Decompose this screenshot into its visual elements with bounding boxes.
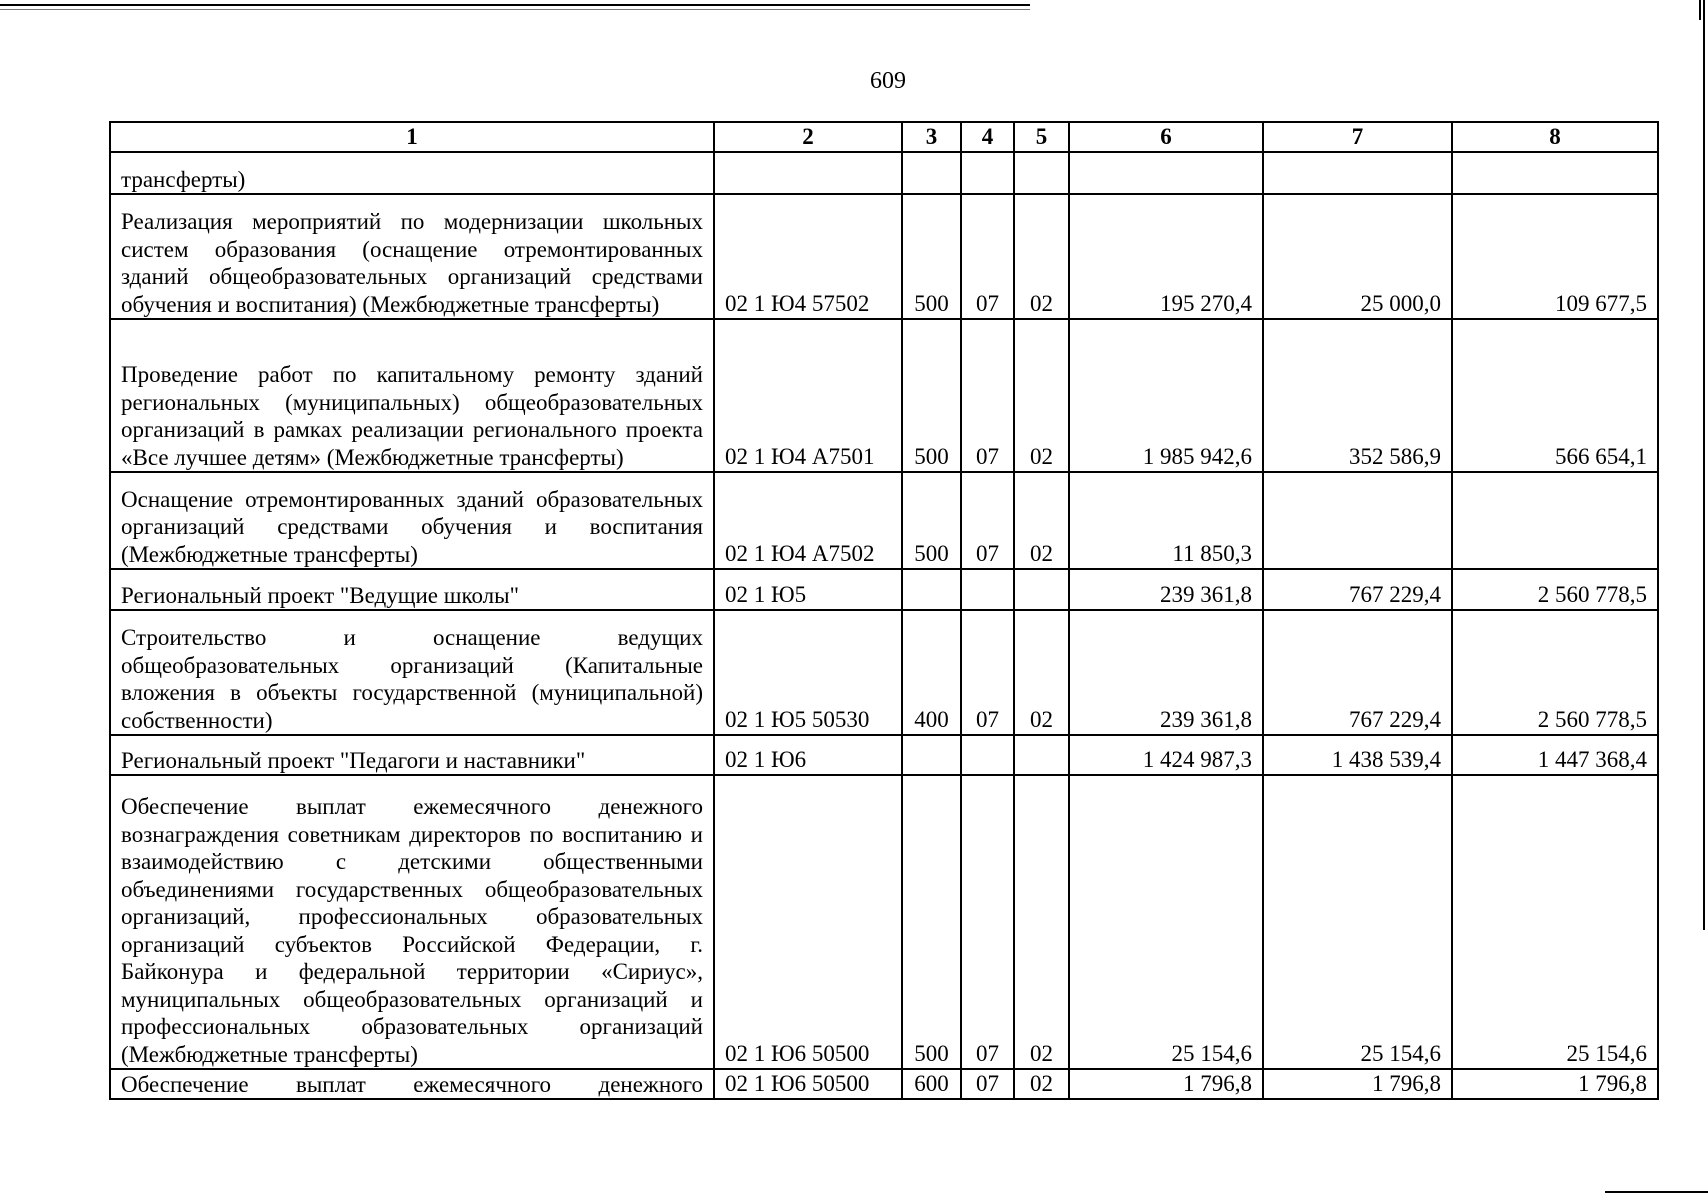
row-description: Строительство и оснащение ведущих общеобразовательных организаций (Капитальные вложения в объекты государственной (муниципальной) собственности) — [110, 610, 714, 735]
row-target-code: 02 1 Ю4 А7502 — [714, 472, 902, 569]
column-header-8: 8 — [1452, 122, 1658, 152]
scan-edge-right-short — [1699, 0, 1701, 20]
table-row — [110, 472, 1658, 569]
row-amount-col7: 352 586,9 — [1263, 319, 1452, 472]
row-target-code: 02 1 Ю6 50500 — [714, 1069, 902, 1099]
row-expense-type — [902, 735, 961, 775]
row-amount-col7 — [1263, 472, 1452, 569]
table-row — [110, 319, 1658, 472]
row-section: 07 — [961, 1069, 1014, 1099]
row-description: Реализация мероприятий по модернизации школьных систем образования (оснащение отремонтированных зданий общеобразовательных организаций средствами обучения и воспитания) (Межбюджетные трансферты) — [110, 194, 714, 319]
table-row — [110, 775, 1658, 1069]
row-expense-type: 400 — [902, 610, 961, 735]
row-amount-col8: 109 677,5 — [1452, 194, 1658, 319]
column-header-3: 3 — [902, 122, 961, 152]
row-target-code — [714, 152, 902, 194]
row-subsection: 02 — [1014, 472, 1069, 569]
row-expense-type — [902, 152, 961, 194]
row-subsection — [1014, 569, 1069, 610]
scan-edge-top — [0, 4, 1030, 6]
row-amount-col6: 195 270,4 — [1069, 194, 1263, 319]
scan-edge-bottom — [1605, 1191, 1708, 1193]
column-header-1: 1 — [110, 122, 714, 152]
column-header-6: 6 — [1069, 122, 1263, 152]
page-number: 609 — [870, 68, 906, 94]
row-target-code: 02 1 Ю6 — [714, 735, 902, 775]
row-amount-col7: 767 229,4 — [1263, 610, 1452, 735]
row-amount-col6: 239 361,8 — [1069, 569, 1263, 610]
scan-edge-top-thin — [0, 9, 1030, 10]
row-description: Обеспечение выплат ежемесячного денежного вознаграждения советникам директоров по воспитанию и взаимодействию с детскими общественными объединениями государственных общеобразовательных организаций, профессиональных образовательных организаций субъектов Российской Федерации, г. Байконура и федеральной территории «Сириус», муниципальных общеобразовательных организаций и профессиональных образовательных организаций (Межбюджетные трансферты) — [110, 775, 714, 1069]
scan-edge-right — [1703, 0, 1705, 930]
row-amount-col8: 1 447 368,4 — [1452, 735, 1658, 775]
row-expense-type — [902, 569, 961, 610]
header-row — [110, 122, 1658, 152]
table-row — [110, 735, 1658, 775]
row-subsection — [1014, 152, 1069, 194]
row-amount-col6: 1 796,8 — [1069, 1069, 1263, 1099]
row-amount-col8: 25 154,6 — [1452, 775, 1658, 1069]
row-section: 07 — [961, 610, 1014, 735]
row-subsection — [1014, 735, 1069, 775]
row-amount-col6: 1 424 987,3 — [1069, 735, 1263, 775]
row-amount-col6: 239 361,8 — [1069, 610, 1263, 735]
row-target-code: 02 1 Ю4 А7501 — [714, 319, 902, 472]
row-subsection: 02 — [1014, 194, 1069, 319]
row-target-code: 02 1 Ю5 — [714, 569, 902, 610]
row-expense-type: 500 — [902, 472, 961, 569]
row-section: 07 — [961, 472, 1014, 569]
row-expense-type: 500 — [902, 194, 961, 319]
row-amount-col8: 1 796,8 — [1452, 1069, 1658, 1099]
row-amount-col7: 1 438 539,4 — [1263, 735, 1452, 775]
row-expense-type: 600 — [902, 1069, 961, 1099]
row-section: 07 — [961, 775, 1014, 1069]
column-header-7: 7 — [1263, 122, 1452, 152]
table-row — [110, 569, 1658, 610]
row-amount-col8 — [1452, 152, 1658, 194]
row-section: 07 — [961, 194, 1014, 319]
row-description: Региональный проект "Педагоги и наставники" — [110, 735, 714, 775]
row-target-code: 02 1 Ю5 50530 — [714, 610, 902, 735]
row-subsection: 02 — [1014, 610, 1069, 735]
row-description: Региональный проект "Ведущие школы" — [110, 569, 714, 610]
column-header-4: 4 — [961, 122, 1014, 152]
table-row — [110, 194, 1658, 319]
budget-table — [109, 121, 1659, 1100]
row-description: Оснащение отремонтированных зданий образовательных организаций средствами обучения и воспитания (Межбюджетные трансферты) — [110, 472, 714, 569]
column-header-2: 2 — [714, 122, 902, 152]
row-amount-col6: 11 850,3 — [1069, 472, 1263, 569]
row-target-code: 02 1 Ю4 57502 — [714, 194, 902, 319]
table-row — [110, 152, 1658, 194]
row-amount-col7 — [1263, 152, 1452, 194]
row-amount-col8 — [1452, 472, 1658, 569]
row-subsection: 02 — [1014, 775, 1069, 1069]
row-amount-col6: 1 985 942,6 — [1069, 319, 1263, 472]
row-amount-col8: 2 560 778,5 — [1452, 610, 1658, 735]
row-expense-type: 500 — [902, 319, 961, 472]
row-description: трансферты) — [110, 152, 714, 194]
row-amount-col7: 25 154,6 — [1263, 775, 1452, 1069]
row-description: Обеспечение выплат ежемесячного денежного — [110, 1069, 714, 1099]
row-subsection: 02 — [1014, 319, 1069, 472]
table-row — [110, 1069, 1658, 1099]
row-amount-col6: 25 154,6 — [1069, 775, 1263, 1069]
row-expense-type: 500 — [902, 775, 961, 1069]
row-amount-col7: 1 796,8 — [1263, 1069, 1452, 1099]
row-amount-col8: 566 654,1 — [1452, 319, 1658, 472]
row-section — [961, 152, 1014, 194]
row-section: 07 — [961, 319, 1014, 472]
row-section — [961, 735, 1014, 775]
row-section — [961, 569, 1014, 610]
row-subsection: 02 — [1014, 1069, 1069, 1099]
row-amount-col6 — [1069, 152, 1263, 194]
row-amount-col7: 25 000,0 — [1263, 194, 1452, 319]
column-header-5: 5 — [1014, 122, 1069, 152]
row-description: Проведение работ по капитальному ремонту зданий региональных (муниципальных) общеобразовательных организаций в рамках реализации регионального проекта «Все лучшее детям» (Межбюджетные трансферты) — [110, 319, 714, 472]
row-amount-col7: 767 229,4 — [1263, 569, 1452, 610]
table-row — [110, 610, 1658, 735]
row-amount-col8: 2 560 778,5 — [1452, 569, 1658, 610]
row-target-code: 02 1 Ю6 50500 — [714, 775, 902, 1069]
